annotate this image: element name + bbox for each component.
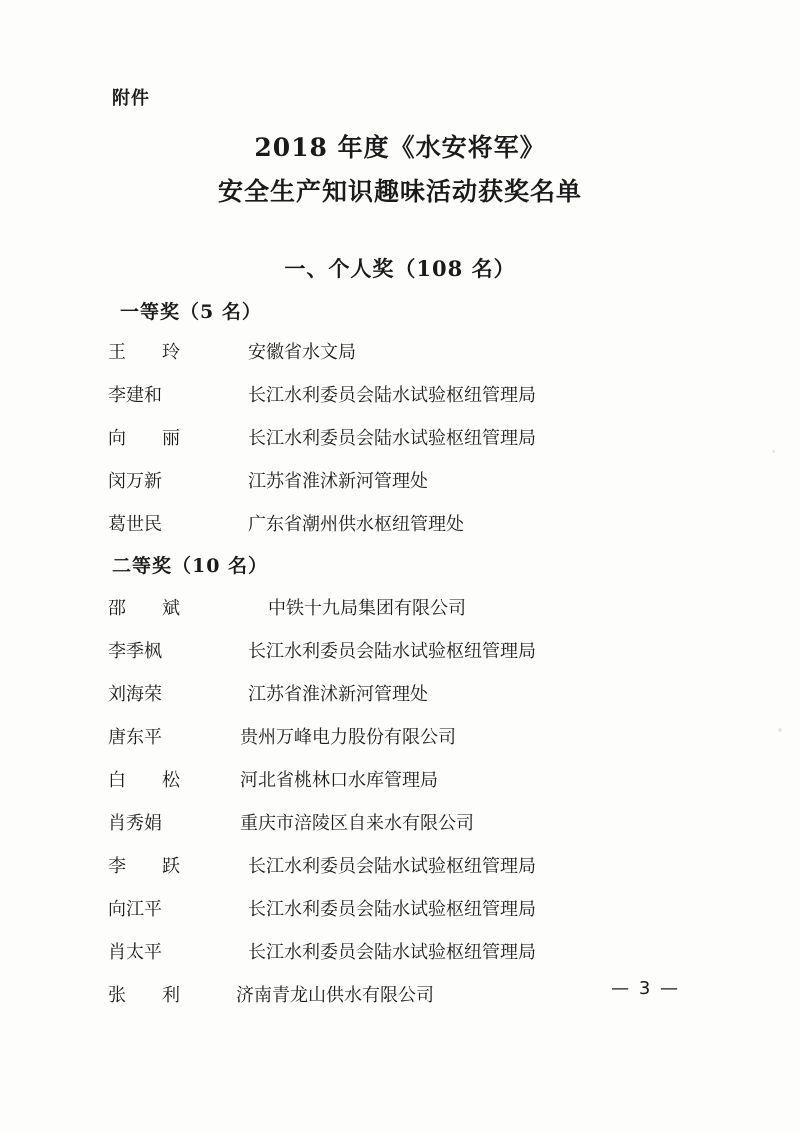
- page-number: — 3 —: [611, 978, 680, 999]
- list-item: [0, 338, 800, 380]
- winner-name: 向江平: [108, 899, 162, 920]
- attachment-label: 附件: [112, 88, 150, 109]
- winner-name: 李 跃: [108, 856, 180, 877]
- scan-speckle: [772, 450, 775, 453]
- list-item: [0, 424, 800, 466]
- winner-name: 向 丽: [108, 428, 180, 449]
- list-item: [0, 852, 800, 894]
- winner-organization: 长江水利委员会陆水试验枢纽管理局: [248, 942, 536, 963]
- winner-organization: 贵州万峰电力股份有限公司: [240, 727, 456, 748]
- award-heading-second-prize: 二等奖（10 名）: [112, 555, 269, 577]
- winner-name: 李建和: [108, 385, 162, 406]
- winner-name: 邵 斌: [108, 598, 180, 619]
- list-item: [0, 895, 800, 937]
- winner-name: 肖秀娟: [108, 813, 162, 834]
- winner-name: 葛世民: [108, 514, 162, 535]
- list-item: [0, 594, 800, 636]
- page-title: [0, 126, 800, 214]
- winner-name: 王 玲: [108, 342, 180, 363]
- winner-organization: 长江水利委员会陆水试验枢纽管理局: [248, 899, 536, 920]
- list-item: [0, 938, 800, 980]
- winner-organization: 济南青龙山供水有限公司: [236, 985, 434, 1006]
- page-title-line-1: 2018 年度《水安将军》: [254, 133, 546, 162]
- list-item: [0, 723, 800, 765]
- section-heading-individual-awards: 一、个人奖（108 名）: [284, 256, 516, 281]
- winner-organization: 广东省潮州供水枢纽管理处: [248, 514, 464, 535]
- winner-organization: 中铁十九局集团有限公司: [268, 598, 466, 619]
- scan-speckle: [778, 728, 782, 732]
- winner-organization: 长江水利委员会陆水试验枢纽管理局: [248, 856, 536, 877]
- winner-name: 肖太平: [108, 942, 162, 963]
- page-title-line-2: 安全生产知识趣味活动获奖名单: [217, 177, 582, 206]
- list-item: [0, 766, 800, 808]
- list-item: [0, 510, 800, 552]
- winner-name: 闵万新: [108, 471, 162, 492]
- winner-name: 白 松: [108, 770, 180, 791]
- winner-organization: 长江水利委员会陆水试验枢纽管理局: [248, 385, 536, 406]
- winner-organization: 江苏省淮沭新河管理处: [248, 684, 428, 705]
- winner-name: 张 利: [108, 985, 180, 1006]
- list-item: [0, 680, 800, 722]
- list-item: [0, 381, 800, 423]
- winner-name: 李季枫: [108, 641, 162, 662]
- winner-organization: 河北省桃林口水库管理局: [240, 770, 438, 791]
- list-item: [0, 981, 800, 1023]
- list-item: [0, 637, 800, 679]
- winner-organization: 江苏省淮沭新河管理处: [248, 471, 428, 492]
- list-item: [0, 809, 800, 851]
- list-item: [0, 467, 800, 509]
- award-heading-first-prize: 一等奖（5 名）: [120, 301, 262, 323]
- winner-organization: 重庆市涪陵区自来水有限公司: [240, 813, 474, 834]
- winner-organization: 长江水利委员会陆水试验枢纽管理局: [248, 641, 536, 662]
- winner-name: 刘海荣: [108, 684, 162, 705]
- winner-organization: 长江水利委员会陆水试验枢纽管理局: [248, 428, 536, 449]
- winner-name: 唐东平: [108, 727, 162, 748]
- winner-organization: 安徽省水文局: [248, 342, 356, 363]
